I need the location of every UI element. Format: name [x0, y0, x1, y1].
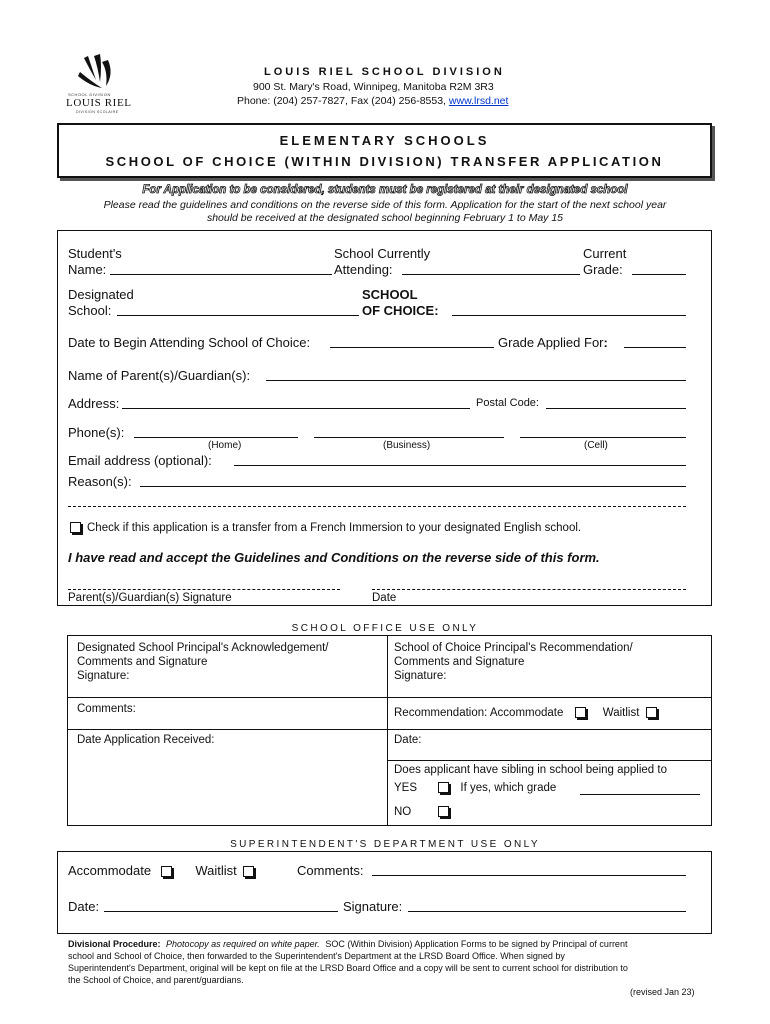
- student-name-field[interactable]: [110, 274, 332, 275]
- logo-text: LOUIS RIEL: [66, 97, 132, 109]
- phone-business-caption: (Business): [383, 440, 431, 451]
- student-name-label-2: Name:: [68, 262, 107, 277]
- postal-code-field[interactable]: [546, 408, 686, 409]
- designated-principal-title-1: Designated School Principal's Acknowledgement/: [77, 642, 329, 654]
- address-label: Address:: [68, 396, 120, 411]
- phones-label: Phone(s):: [68, 425, 125, 440]
- grade-applied-field[interactable]: [624, 347, 686, 348]
- recommendation-row: [394, 706, 657, 720]
- student-name-label-1: Student's: [68, 246, 122, 261]
- division-address: 900 St. Mary's Road, Winnipeg, Manitoba R2M 3R3: [253, 81, 494, 93]
- school-office-divider-h3: [387, 760, 712, 761]
- current-grade-label-1: Current: [583, 246, 627, 261]
- division-logo: [62, 52, 134, 118]
- sibling-no-row: [394, 805, 449, 819]
- accommodate-checkbox[interactable]: [575, 707, 586, 718]
- super-accommodate-label: Accommodate: [68, 863, 152, 878]
- revised-date: (revised Jan 23): [630, 987, 695, 997]
- choice-principal-title-1: School of Choice Principal's Recommendation/: [394, 642, 633, 654]
- choice-principal-title-2: Comments and Signature: [394, 656, 525, 668]
- designated-school-field[interactable]: [117, 315, 359, 316]
- sibling-no-checkbox[interactable]: [438, 806, 449, 817]
- choice-principal-date[interactable]: Date:: [394, 734, 422, 746]
- sibling-yes-row: [394, 781, 556, 795]
- procedure-line-1: [68, 939, 627, 949]
- current-school-label-1: School Currently: [334, 246, 431, 261]
- school-of-choice-field[interactable]: [452, 315, 686, 316]
- parent-signature-field[interactable]: [68, 589, 340, 590]
- super-date-field[interactable]: [104, 911, 338, 912]
- phone-home-field[interactable]: [134, 437, 298, 438]
- registration-notice: For Application to be considered, students must be registered at their designated school: [142, 184, 628, 196]
- sibling-grade-field[interactable]: [580, 794, 700, 795]
- title-line2: SCHOOL OF CHOICE (WITHIN DIVISION) TRANSFER APPLICATION: [105, 154, 664, 169]
- title-line1: ELEMENTARY SCHOOLS: [279, 133, 490, 148]
- school-office-heading: SCHOOL OFFICE USE ONLY: [291, 623, 479, 634]
- waitlist-checkbox[interactable]: [646, 707, 657, 718]
- procedure-italic: Photocopy as required on white paper.: [166, 939, 320, 949]
- reason-label: Reason(s):: [68, 474, 132, 489]
- sibling-yes-checkbox[interactable]: [438, 782, 449, 793]
- super-signature-field[interactable]: [408, 911, 686, 912]
- division-name: LOUIS RIEL SCHOOL DIVISION: [264, 66, 505, 78]
- super-comments-field[interactable]: [372, 875, 686, 876]
- signature-date-field[interactable]: [372, 589, 686, 590]
- current-grade-label-2: Grade:: [583, 262, 623, 277]
- school-office-divider-v: [387, 635, 388, 826]
- procedure-line-3: Superintendent's Department, original will be kept on file at the LRSD Board Office and a copy will be sent to current school for distribution to: [68, 963, 628, 973]
- designated-principal-signature[interactable]: Signature:: [77, 670, 130, 682]
- french-immersion-checkbox-row[interactable]: [70, 522, 581, 534]
- procedure-label: Divisional Procedure:: [68, 939, 161, 949]
- address-field[interactable]: [122, 408, 470, 409]
- logo-mark-icon: [62, 52, 134, 96]
- signature-date-label: Date: [372, 592, 397, 604]
- parent-signature-label: Parent(s)/Guardian(s) Signature: [68, 592, 232, 604]
- sibling-no-label: NO: [394, 806, 412, 818]
- choice-principal-signature[interactable]: Signature:: [394, 670, 447, 682]
- email-label: Email address (optional):: [68, 453, 212, 468]
- grade-applied-label: [498, 335, 608, 350]
- super-date-label: Date:: [68, 899, 100, 914]
- logo-small-bottom: DIVISION SCOLAIRE: [76, 110, 119, 114]
- school-office-divider-h1: [67, 697, 712, 698]
- procedure-line-4: the School of Choice, and parent/guardians.: [68, 975, 244, 985]
- title-box: [57, 123, 712, 178]
- date-begin-field[interactable]: [330, 347, 494, 348]
- phone-cell-caption: (Cell): [584, 440, 608, 451]
- super-comments-label: Comments:: [297, 863, 364, 878]
- email-field[interactable]: [234, 465, 686, 466]
- parent-name-field[interactable]: [266, 380, 686, 381]
- logo-small-top: SCHOOL DIVISION: [68, 92, 111, 97]
- designated-school-label-1: Designated: [68, 287, 134, 302]
- date-begin-label: Date to Begin Attending School of Choice:: [68, 335, 311, 350]
- current-school-field[interactable]: [402, 274, 580, 275]
- phone-fax: Phone: (204) 257-7827, Fax (204) 256-8553,: [237, 95, 449, 107]
- if-yes-label: If yes, which grade: [460, 782, 557, 794]
- guidelines-notice-1: Please read the guidelines and conditions on the reverse side of this form. Application for the start of the next school year: [103, 199, 667, 211]
- waitlist-label: Waitlist: [602, 707, 640, 719]
- procedure-text-1: SOC (Within Division) Application Forms to be signed by Principal of current: [325, 939, 628, 949]
- current-grade-field[interactable]: [632, 274, 686, 275]
- superintendent-decision-row: [68, 863, 254, 878]
- sibling-yes-label: YES: [394, 782, 418, 794]
- phone-cell-field[interactable]: [520, 437, 686, 438]
- super-accommodate-checkbox[interactable]: [161, 866, 172, 877]
- procedure-line-2: school and School of Choice, then forwarded to the Superintendent's Department at the LRSD Board Office. When signed by: [68, 951, 565, 961]
- french-immersion-checkbox[interactable]: [70, 522, 81, 533]
- recommendation-accommodate-label: Recommendation: Accommodate: [394, 707, 564, 719]
- school-of-choice-label-1: SCHOOL: [362, 287, 418, 302]
- grade-applied-text: Grade Applied For: [498, 335, 604, 350]
- super-waitlist-label: Waitlist: [195, 863, 237, 878]
- guidelines-notice-2: should be received at the designated school beginning February 1 to May 15: [206, 212, 564, 224]
- grade-applied-colon: :: [603, 335, 608, 350]
- phone-home-caption: (Home): [208, 440, 242, 451]
- postal-code-label: Postal Code:: [476, 397, 539, 409]
- designated-comments[interactable]: Comments:: [77, 703, 136, 715]
- super-signature-label: Signature:: [343, 899, 403, 914]
- date-application-received[interactable]: Date Application Received:: [77, 734, 215, 746]
- phone-business-field[interactable]: [314, 437, 504, 438]
- reason-field-2[interactable]: [68, 506, 686, 507]
- website-link[interactable]: www.lrsd.net: [448, 95, 509, 107]
- school-of-choice-label-2: OF CHOICE:: [362, 303, 439, 318]
- sibling-question: Does applicant have sibling in school being applied to: [394, 764, 667, 776]
- current-school-label-2: Attending:: [334, 262, 393, 277]
- french-immersion-label: Check if this application is a transfer from a French Immersion to your designated English school.: [87, 522, 582, 534]
- designated-principal-title-2: Comments and Signature: [77, 656, 208, 668]
- school-office-divider-h2: [67, 729, 712, 730]
- parent-name-label: Name of Parent(s)/Guardian(s):: [68, 368, 251, 383]
- reason-field-1[interactable]: [140, 486, 686, 487]
- designated-school-label-2: School:: [68, 303, 112, 318]
- super-waitlist-checkbox[interactable]: [243, 866, 254, 877]
- accept-statement: I have read and accept the Guidelines and Conditions on the reverse side of this form.: [68, 550, 600, 565]
- superintendent-heading: SUPERINTENDENT'S DEPARTMENT USE ONLY: [230, 839, 540, 850]
- division-contact: [237, 95, 508, 107]
